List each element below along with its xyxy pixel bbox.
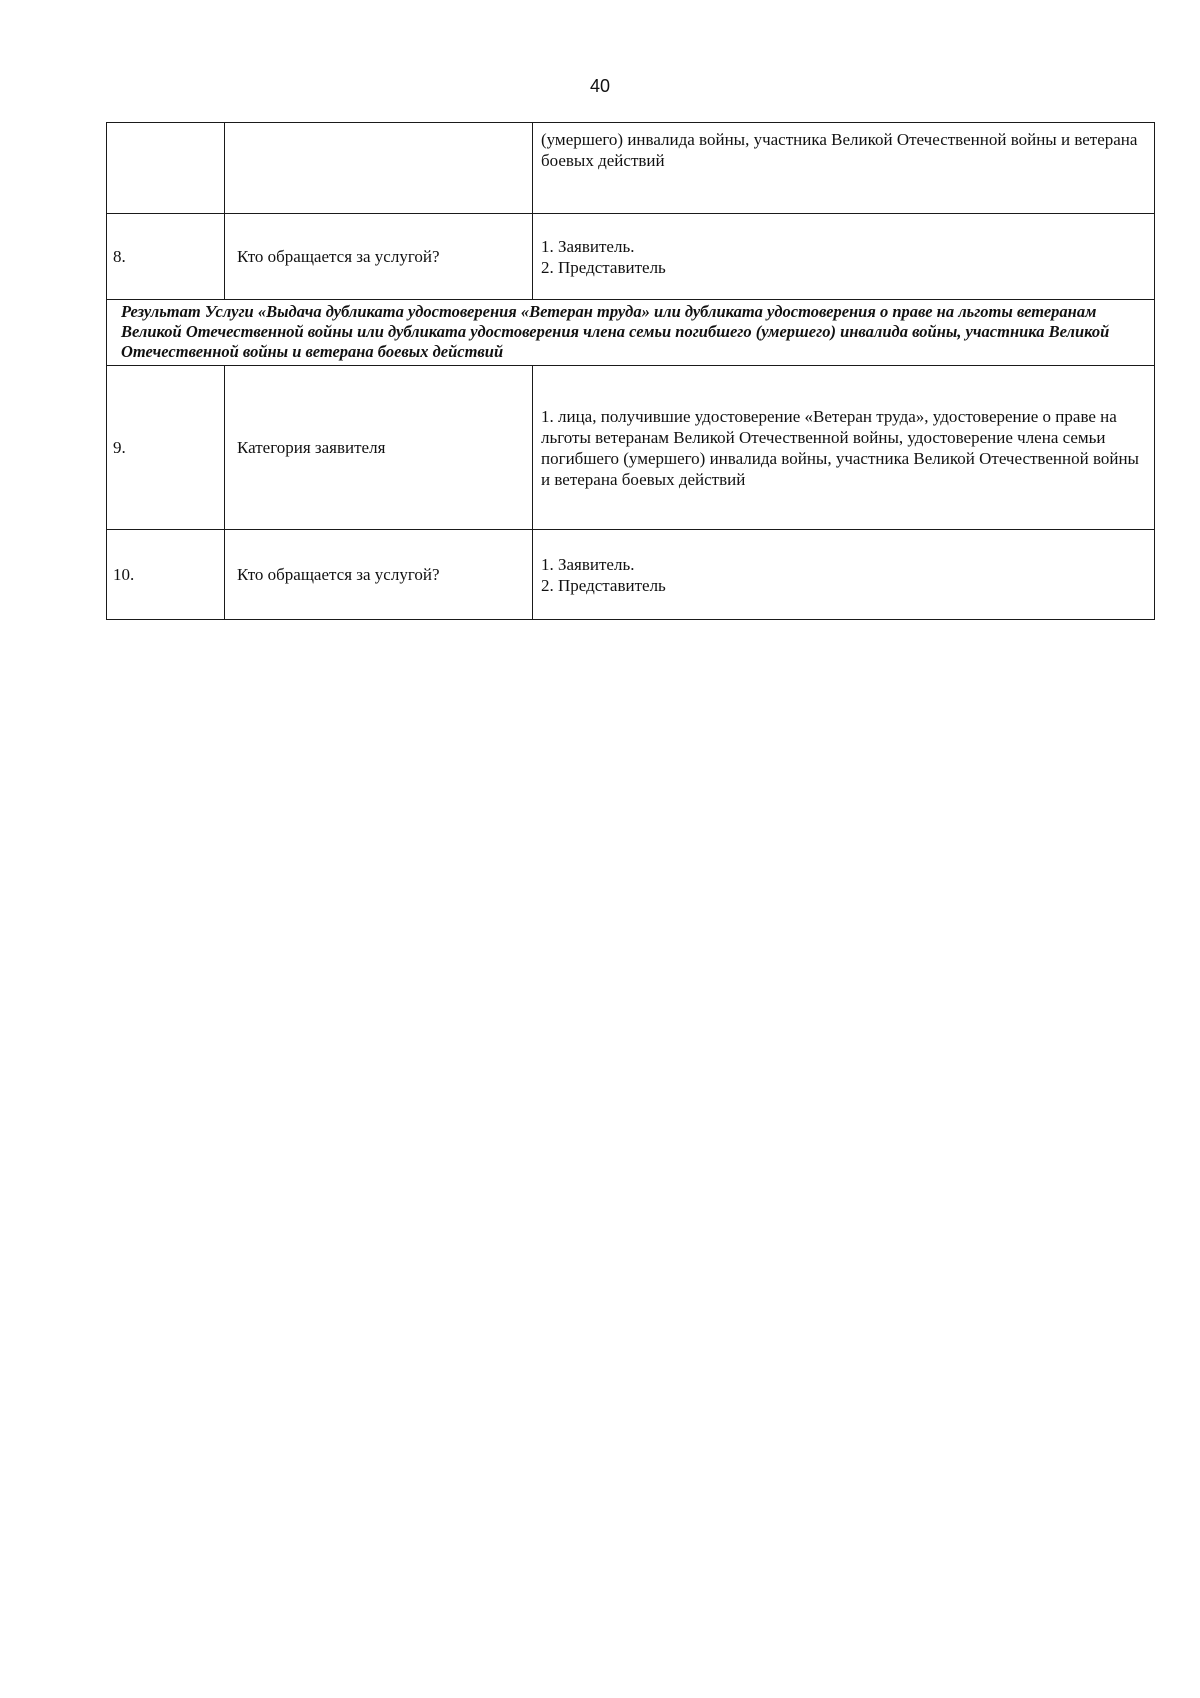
row-number-cell: 10. <box>107 530 225 620</box>
row-name-cell <box>225 123 533 214</box>
row-number-cell: 8. <box>107 214 225 300</box>
row-value-cell <box>533 214 1155 300</box>
table-row-continuation <box>107 123 1155 214</box>
row-value-cell <box>533 530 1155 620</box>
table-row-result <box>107 300 1155 366</box>
list-item: 1. Заявитель. <box>541 554 635 574</box>
result-heading-cell: Результат Услуги «Выдача дубликата удостоверения «Ветеран труда» или дубликата удостоверения о праве на льготы ветеранам Великой Отечественной войны или дубликата удостоверения члена семьи погибшего (умершего) инвалида войны, участника Великой Отечественной войны и ветерана боевых действий <box>107 300 1155 366</box>
page-number: 40 <box>589 76 611 96</box>
row-value-cell: (умершего) инвалида войны, участника Великой Отечественной войны и ветерана боевых действий <box>533 123 1155 214</box>
list-item: 2. Представитель <box>541 257 666 277</box>
table-row-10 <box>107 530 1155 620</box>
row-number-cell <box>107 123 225 214</box>
table-row-9 <box>107 366 1155 530</box>
services-table <box>106 122 1155 620</box>
list-item: 1. Заявитель. <box>541 236 635 256</box>
row-value-cell: 1. лица, получившие удостоверение «Ветеран труда», удостоверение о праве на льготы ветеранам Великой Отечественной войны, удостоверение члена семьи погибшего (умершего) инвалида войны, участника Великой Отечественной войны и ветерана боевых действий <box>533 366 1155 530</box>
row-name-cell: Категория заявителя <box>225 366 533 530</box>
list-item: 2. Представитель <box>541 575 666 595</box>
row-name-cell: Кто обращается за услугой? <box>225 214 533 300</box>
row-name-cell: Кто обращается за услугой? <box>225 530 533 620</box>
table-row-8 <box>107 214 1155 300</box>
row-number-cell: 9. <box>107 366 225 530</box>
